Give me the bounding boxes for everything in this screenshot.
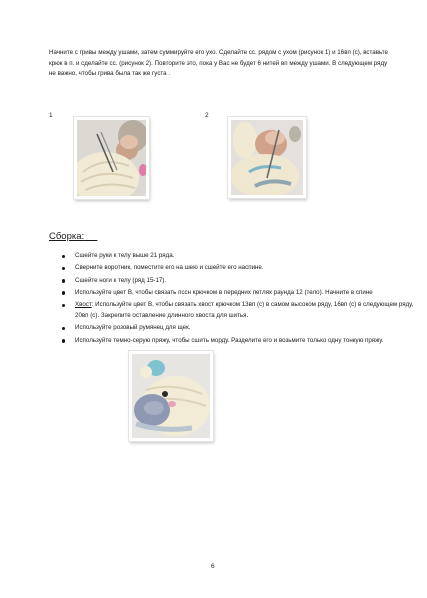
assembled-toy-photo xyxy=(129,351,213,441)
list-item: Хвост: Используйте цвет В, чтобы связать хвост крючком 13вп (с) в самом высоком ряду, 16вп (с) в следующем ряду, 20вп (с). Закрепите оставление длинного хвоста для шитья. xyxy=(49,300,427,322)
list-item: Используйте цвет В, чтобы связать псcн крючком в передних петлях раунда 12 (тело). Начните в спине xyxy=(49,288,427,299)
bullet-icon xyxy=(62,255,65,258)
list-item: Используйте темно-серую пряжу, чтобы сшить морду. Разделите его и возьмите только одну тонкую пряжу. xyxy=(49,336,427,347)
figure-1-photo xyxy=(74,117,149,199)
bullet-icon xyxy=(62,304,65,307)
bullet-icon xyxy=(62,339,65,342)
bullet-icon xyxy=(62,279,65,282)
figure-1-number: 1 xyxy=(49,112,53,119)
bullet-icon xyxy=(62,291,65,294)
page-number: 6 xyxy=(211,563,215,570)
assembly-heading: Сборка: xyxy=(49,231,85,242)
assembly-list xyxy=(49,251,427,348)
list-item: Используйте розовый румянец для щек. xyxy=(49,323,427,334)
list-item: Сшейте руки к телу выше 21 ряда. xyxy=(49,251,427,262)
figure-2-photo xyxy=(228,117,306,198)
intro-paragraph: Начните с гривы между ушами, затем суммируйте его ухо. Сделайте сс. рядом с ухом (рисунок 1) и 16вп (с), вставьте крюк в п. и сделайте сс. (рисунок 2). Повторите это, пока у Вас не будет 6 нитей вп между ушами. В следующем ряду не важно, чтобы грива была так же густа . xyxy=(49,49,388,77)
list-item: Сверните воротник, поместите его на шею и сшейте его наспине. xyxy=(49,263,427,274)
bullet-icon xyxy=(62,267,65,270)
tail-label: Хвост xyxy=(75,301,92,309)
bullet-icon xyxy=(62,327,65,330)
list-item: Сшейте ноги к телу (ряд 15-17). xyxy=(49,276,427,287)
figure-2-number: 2 xyxy=(205,112,209,119)
